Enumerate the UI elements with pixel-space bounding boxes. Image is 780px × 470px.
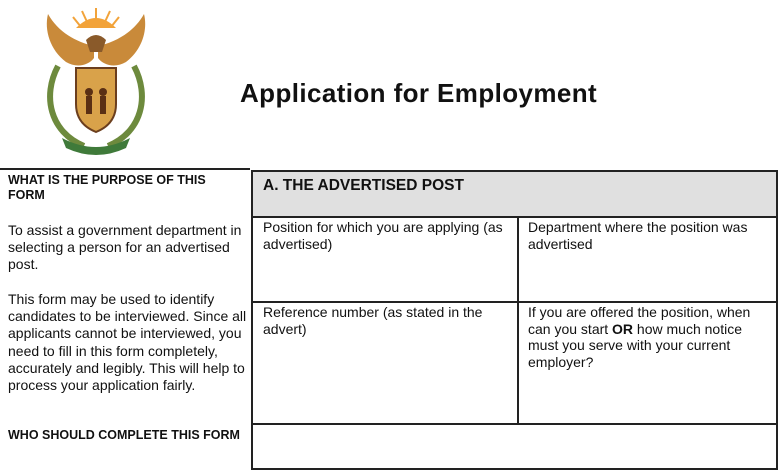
section-a-heading: A. THE ADVERTISED POST (263, 177, 464, 194)
start-date-label-or: OR (612, 320, 634, 337)
start-date-label-part2: how much notice must you serve with your current employer? (528, 320, 742, 370)
who-heading: WHO SHOULD COMPLETE THIS FORM (8, 428, 240, 442)
coat-of-arms-icon (36, 6, 156, 158)
reference-label: Reference number (as stated in the advert) (263, 304, 483, 337)
start-date-field[interactable] (517, 301, 778, 425)
position-field[interactable] (251, 216, 519, 303)
department-field[interactable] (517, 216, 778, 303)
section-a-header (251, 170, 778, 218)
who-should-complete-field[interactable] (251, 423, 778, 470)
page-title: Application for Employment (240, 78, 598, 108)
section-a-advertised-post (251, 170, 778, 470)
start-date-label (528, 304, 776, 370)
purpose-paragraph-2: This form may be used to identify candidates to be interviewed. Since all applicants cannot be interviewed, you need to fill in this form completely, accurately and legibly. This will help to process your application fairly. (8, 291, 247, 394)
department-label: Department where the position was advertised (528, 219, 748, 252)
info-column (0, 168, 250, 470)
reference-field[interactable] (251, 301, 519, 425)
position-label: Position for which you are applying (as advertised) (263, 219, 503, 252)
start-date-label-part1: If you are offered the position, when can you start (528, 304, 751, 337)
purpose-paragraph-1: To assist a government department in selecting a person for an advertised post. (8, 222, 242, 273)
divider (0, 168, 250, 170)
purpose-heading: WHAT IS THE PURPOSE OF THIS FORM (8, 173, 206, 202)
